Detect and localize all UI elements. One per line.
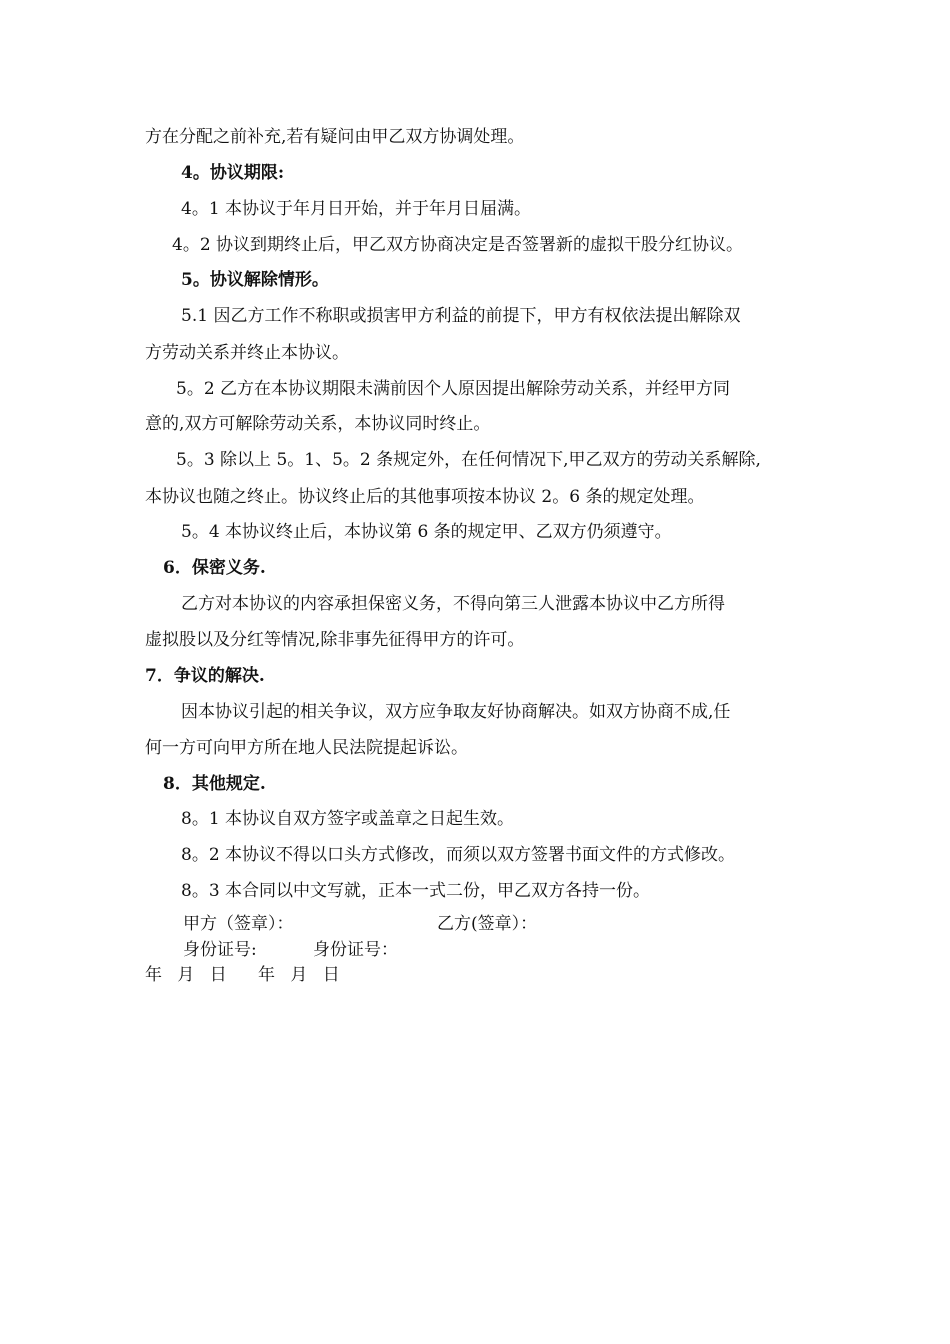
party-a-id-label: 身份证号:	[183, 940, 257, 960]
paragraph-line: 5。3 除以上 5。1、5。2 条规定外，在任何情况下,甲乙双方的劳动关系解除,	[176, 450, 761, 470]
paragraph-line: 5。2 乙方在本协议期限未满前因个人原因提出解除劳动关系，并经甲方同	[176, 379, 731, 399]
party-b-signature-label: 乙方(签章）：	[437, 914, 538, 934]
party-a-date: 年 月 日	[145, 965, 227, 985]
party-a-signature-label: 甲方（签章）：	[183, 914, 294, 934]
paragraph-line: 意的,双方可解除劳动关系，本协议同时终止。	[145, 414, 491, 434]
section-heading-term: 4。协议期限:	[181, 163, 285, 183]
section-heading-termination: 5。协议解除情形。	[181, 270, 329, 290]
paragraph-line: 本协议也随之终止。协议终止后的其他事项按本协议 2。6 条的规定处理。	[145, 487, 705, 507]
section-heading-disputes: 7．争议的解决.	[145, 666, 265, 686]
paragraph-line: 何一方可向甲方所在地人民法院提起诉讼。	[145, 738, 468, 758]
paragraph-line: 5.1 因乙方工作不称职或损害甲方利益的前提下，甲方有权依法提出解除双	[181, 306, 741, 326]
paragraph-line: 方在分配之前补充,若有疑问由甲乙双方协调处理。	[145, 127, 525, 147]
paragraph-line: 4。1 本协议于年月日开始，并于年月日届满。	[181, 199, 532, 219]
paragraph-line: 方劳动关系并终止本协议。	[145, 343, 349, 363]
paragraph-line: 8。2 本协议不得以口头方式修改，而须以双方签署书面文件的方式修改。	[181, 845, 736, 865]
section-heading-confidentiality: 6．保密义务.	[163, 558, 266, 578]
party-b-id-label: 身份证号：	[313, 940, 398, 960]
paragraph-line: 8。1 本协议自双方签字或盖章之日起生效。	[181, 809, 515, 829]
party-b-date: 年 月 日	[258, 965, 340, 985]
paragraph-line: 8。3 本合同以中文写就，正本一式二份，甲乙双方各持一份。	[181, 881, 651, 901]
paragraph-line: 乙方对本协议的内容承担保密义务，不得向第三人泄露本协议中乙方所得	[181, 594, 725, 614]
paragraph-line: 因本协议引起的相关争议，双方应争取友好协商解决。如双方协商不成,任	[181, 702, 731, 722]
paragraph-line: 4。2 协议到期终止后，甲乙双方协商决定是否签署新的虚拟干股分红协议。	[172, 235, 744, 255]
paragraph-line: 虚拟股以及分红等情况,除非事先征得甲方的许可。	[145, 630, 525, 650]
paragraph-line: 5。4 本协议终止后，本协议第 6 条的规定甲、乙双方仍须遵守。	[181, 522, 672, 542]
section-heading-other: 8．其他规定.	[163, 774, 266, 794]
